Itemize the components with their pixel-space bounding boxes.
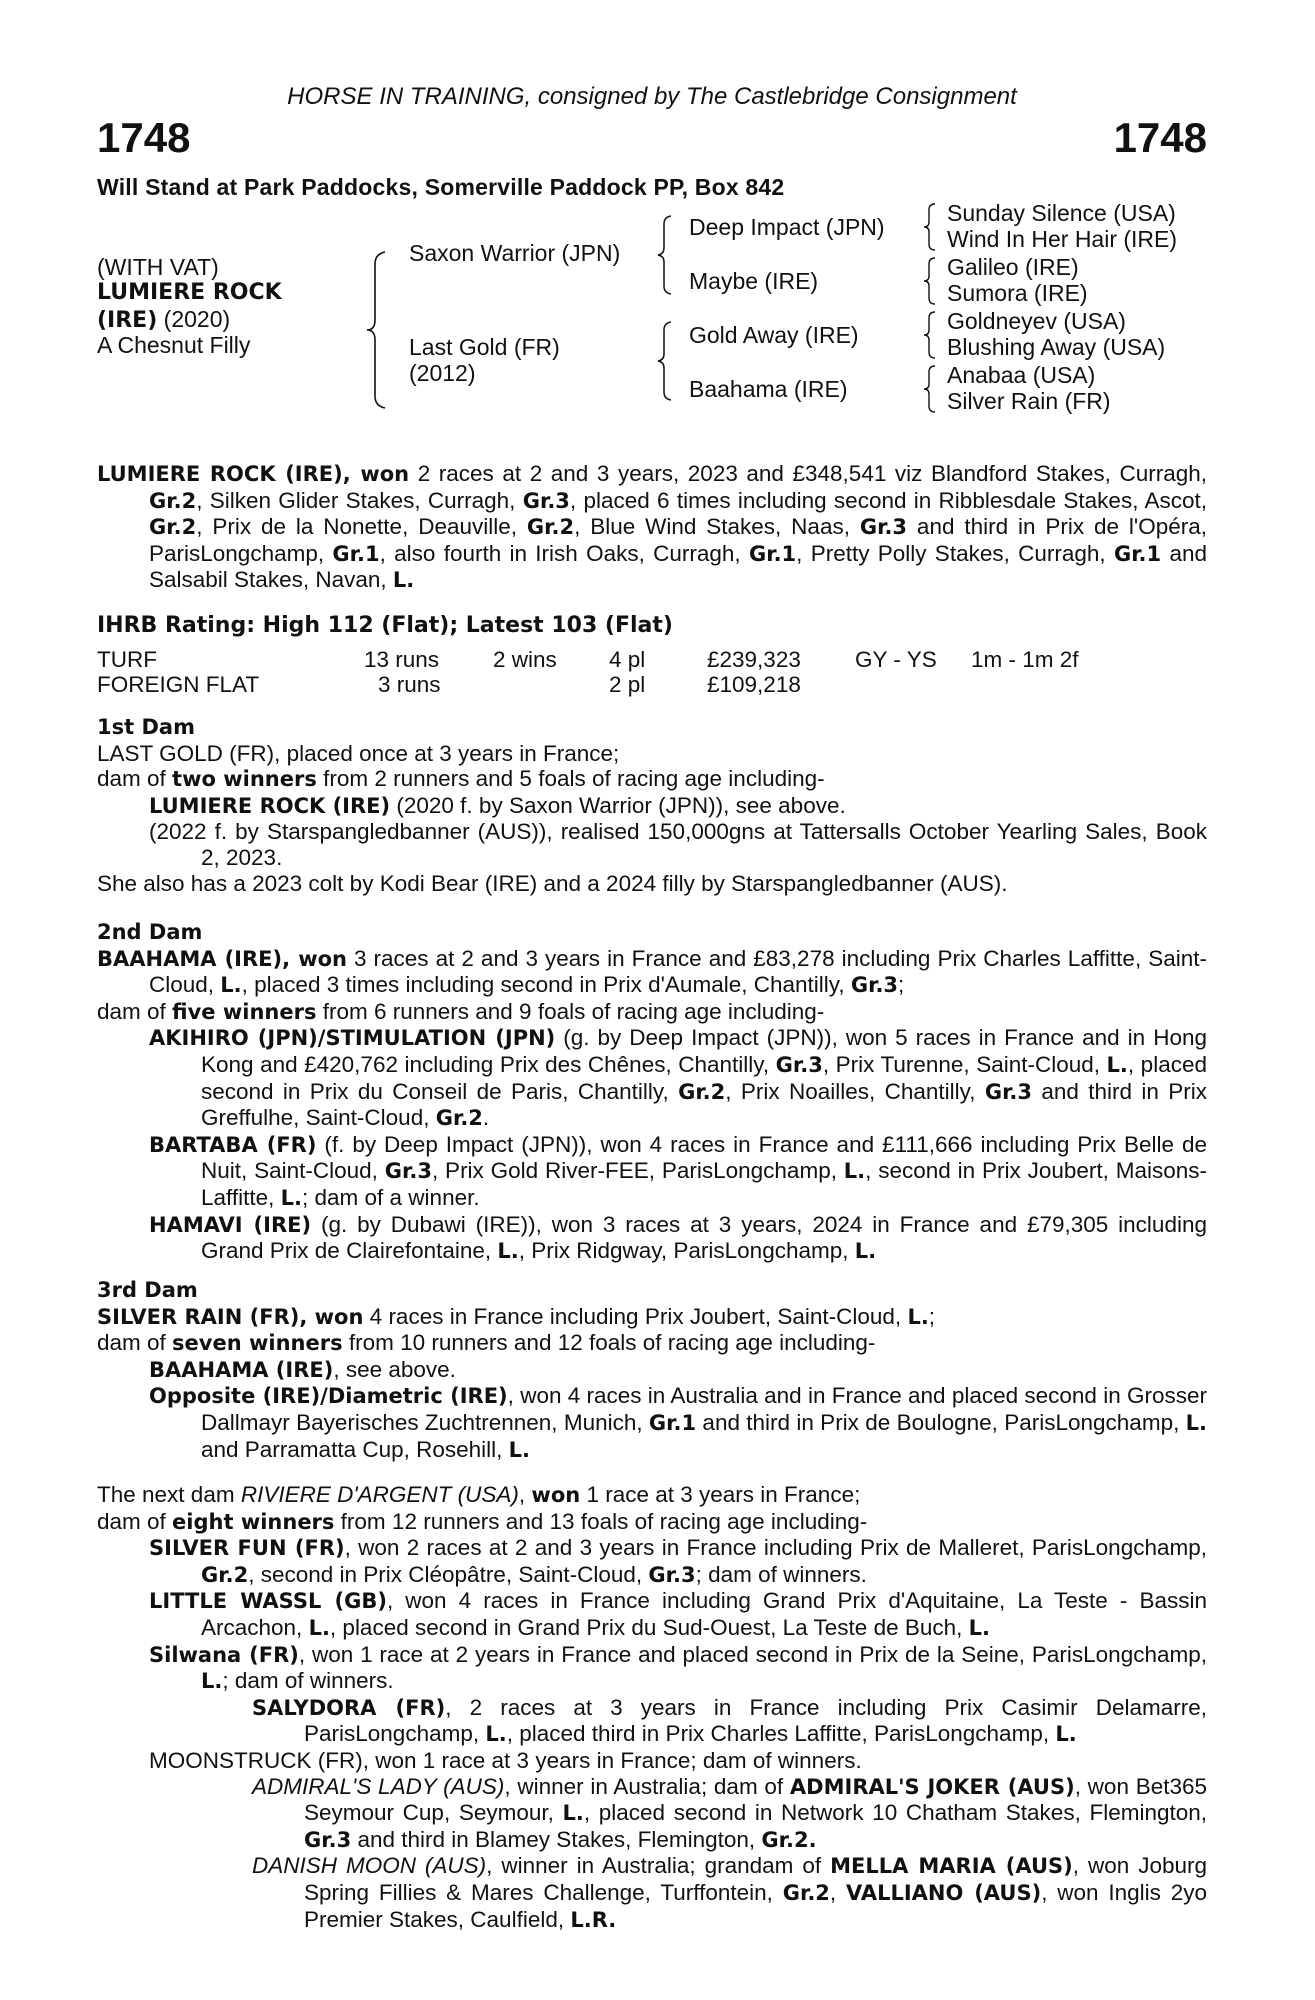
pedigree-brace-g2 — [923, 256, 937, 306]
dam: Last Gold (FR) — [409, 334, 560, 360]
first-dam-heading: 1st Dam — [97, 715, 195, 739]
second-dam-section: 2nd Dam BAAHAMA (IRE), won 3 races at 2 and 3 years in France and £83,278 including Prix Charles Laffitte, Saint-Cloud, L., placed 3 times including second in Prix d'Aumale, Chantilly, Gr.3; dam of five winners from 6 runners and 9 foals of racing age including- AKIHIRO (JPN)/STIMULATION (JPN) (g. by Deep Impact (JPN)), won 5 races in France and in Hong Kong and £420,762 including Prix des Chênes, Chantilly, Gr.3, Prix Turenne, Saint-Cloud, L., placed second in Prix du Conseil de Paris, Chantilly, Gr.2, Prix Noailles, Chantilly, Gr.3 and third in Prix Greffulhe, Saint-Cloud, Gr.2. BARTABA (FR) (f. by Deep Impact (JPN)), won 4 races in France and £111,666 including Prix Belle de Nuit, Saint-Cloud, Gr.3, Prix Gold River-FEE, ParisLongchamp, L., second in Prix Joubert, Maisons-Laffitte, L.; dam of a winner. HAMAVI (IRE) (g. by Dubawi (IRE)), won 3 races at 3 years, 2024 in France and £79,305 including Grand Prix de Clairefontaine, L., Prix Ridgway, ParisLongchamp, L. — [97, 920, 1208, 1264]
pedigree-brace-sire — [657, 214, 673, 296]
progeny-little-wassl: LITTLE WASSL (GB) — [149, 1589, 387, 1614]
pedigree-brace-g1 — [923, 202, 937, 252]
horse-name: LUMIERE ROCK — [97, 280, 282, 305]
progeny-opposite: Opposite (IRE)/Diametric (IRE) — [149, 1384, 508, 1409]
rating-row-foreign-pl: 2 pl — [609, 672, 646, 697]
horse-name-suffix-line — [97, 306, 230, 334]
second-dam-heading: 2nd Dam — [97, 920, 203, 944]
sire-dam-dam: Sumora (IRE) — [947, 280, 1088, 306]
dam-dam: Baahama (IRE) — [689, 376, 848, 402]
dam-dam-dam: Silver Rain (FR) — [947, 388, 1111, 414]
pedigree-brace-dam — [657, 320, 673, 402]
sire-dam-sire: Galileo (IRE) — [947, 254, 1079, 280]
rating-row-turf-amount: £239,323 — [707, 647, 801, 672]
first-dam-line: LAST GOLD (FR), placed once at 3 years in France; — [97, 740, 620, 766]
rating-row-foreign-amount: £109,218 — [707, 672, 801, 697]
rating-title — [97, 613, 1207, 639]
fourth-dam-section: The next dam RIVIERE D'ARGENT (USA), won 1 race at 3 years in France; dam of eight winners from 12 runners and 13 foals of racing age including- SILVER FUN (FR), won 2 races at 2 and 3 years in France including Prix de Malleret, ParisLongchamp, Gr.2, second in Prix Cléopâtre, Saint-Cloud, Gr.3; dam of winners. LITTLE WASSL (GB), won 4 races in France including Grand Prix d'Aquitaine, La Teste - Bassin Arcachon, L., placed second in Grand Prix du Sud-Ouest, La Teste de Buch, L. Silwana (FR), won 1 race at 2 years in France and placed second in Prix de la Seine, ParisLongchamp, L.; dam of winners. SALYDORA (FR), 2 races at 3 years in France including Prix Casimir Delamarre, ParisLongchamp, L., placed third in Prix Charles Laffitte, ParisLongchamp, L. MOONSTRUCK (FR), won 1 race at 3 years in France; dam of winners. ADMIRAL'S LADY (AUS), winner in Australia; dam of ADMIRAL'S JOKER (AUS), won Bet365 Seymour Cup, Seymour, L., placed second in Network 10 Chatham Stakes, Flemington, Gr.3 and third in Blamey Stakes, Flemington, Gr.2. DANISH MOON (AUS), winner in Australia; grandam of MELLA MARIA (AUS), won Joburg Spring Fillies & Mares Challenge, Turffontein, Gr.2, VALLIANO (AUS), won Inglis 2yo Premier Stakes, Caulfield, L.R. — [97, 1482, 1208, 1932]
lot-number-left: 1748 — [97, 114, 191, 161]
horse-description: A Chesnut Filly — [97, 332, 251, 358]
stand-location: Will Stand at Park Paddocks, Somerville Paddock PP, Box 842 — [97, 174, 785, 200]
rating-row-turf-label: TURF — [97, 647, 157, 672]
progeny-salydora: SALYDORA (FR) — [252, 1695, 446, 1720]
vat-label: (WITH VAT) — [97, 254, 219, 280]
first-dam-section: 1st Dam LAST GOLD (FR), placed once at 3 years in France; dam of two winners from 2 runners and 5 foals of racing age including- LUMIERE ROCK (IRE) (2020 f. by Saxon Warrior (JPN)), see above. (2022 f. by Starspangledbanner (AUS)), realised 150,000gns at Tattersalls October Yearling Sales, Book 2, 2023. She also has a 2023 colt by Kodi Bear (IRE) and a 2024 filly by Starspangledbanner (AUS). — [97, 715, 1207, 896]
dam-sire-dam: Blushing Away (USA) — [947, 334, 1166, 360]
first-dam-progeny-2: (2022 f. by Starspangledbanner (AUS)), realised 150,000gns at Tattersalls October Yearling Sales, Book 2, 2023. — [149, 819, 1207, 870]
progeny-danish-moon: DANISH MOON (AUS) — [252, 1853, 487, 1879]
ihrb-rating: IHRB Rating: High 112 (Flat); Latest 103 (Flat) — [97, 613, 673, 638]
dam-sire-sire: Goldneyev (USA) — [947, 308, 1126, 334]
sire-dam: Maybe (IRE) — [689, 268, 819, 294]
rating-row-foreign-label: FOREIGN FLAT — [97, 672, 260, 697]
rating-row-turf-runs: 13 runs — [364, 647, 440, 672]
consignment-line: HORSE IN TRAINING, consigned by The Castlebridge Consignment — [287, 83, 1017, 110]
rating-row-turf-pl: 4 pl — [609, 647, 646, 672]
third-dam-heading: 3rd Dam — [97, 1278, 198, 1302]
lot-number-right: 1748 — [1113, 114, 1207, 161]
sire-sire-sire: Sunday Silence (USA) — [947, 200, 1176, 226]
first-dam-progeny-1: LUMIERE ROCK (IRE) — [149, 793, 391, 818]
progeny-hamavi: HAMAVI (IRE) — [149, 1212, 312, 1237]
dam-dam-sire: Anabaa (USA) — [947, 362, 1096, 388]
progeny-admirals-lady: ADMIRAL'S LADY (AUS) — [252, 1773, 505, 1799]
first-dam-also: She also has a 2023 colt by Kodi Bear (IRE) and a 2024 filly by Starspangledbanner (AUS). — [97, 870, 1008, 896]
horse-country: (IRE) — [97, 308, 158, 333]
pedigree-table — [97, 202, 1207, 427]
dam-sire: Gold Away (IRE) — [689, 322, 859, 348]
pedigree-brace-g4 — [923, 364, 937, 414]
progeny-akihiro: AKIHIRO (JPN)/STIMULATION (JPN) — [149, 1026, 556, 1051]
rating-row-turf-dist: 1m - 1m 2f — [971, 647, 1079, 672]
sire: Saxon Warrior (JPN) — [409, 240, 621, 266]
dam-year: (2012) — [409, 360, 476, 386]
horse-year: (2020) — [157, 306, 231, 332]
pedigree-brace-g3 — [923, 310, 937, 360]
progeny-silver-fun: SILVER FUN (FR) — [149, 1536, 345, 1561]
summary-won: won — [360, 462, 410, 486]
rating-row-turf-going: GY - YS — [855, 647, 937, 672]
progeny-moonstruck: MOONSTRUCK (FR), won 1 race at 3 years in France; dam of winners. — [149, 1747, 862, 1773]
race-summary: LUMIERE ROCK (IRE), won 2 races at 2 and 3 years, 2023 and £348,541 viz Blandford Stakes, Curragh, Gr.2, Silken Glider Stakes, Curragh, Gr.3, placed 6 times including second in Ribblesdale Stakes, Ascot, Gr.2, Prix de la Nonette, Deauville, Gr.2, Blue Wind Stakes, Naas, Gr.3 and third in Prix de l'Opéra, ParisLongchamp, Gr.1, also fourth in Irish Oaks, Curragh, Gr.1, Pretty Polly Stakes, Curragh, Gr.1 and Salsabil Stakes, Navan, L. — [97, 461, 1208, 593]
rating-row-turf-wins: 2 wins — [493, 647, 557, 672]
sire-sire-dam: Wind In Her Hair (IRE) — [947, 226, 1178, 252]
pedigree-brace-main — [365, 250, 387, 410]
progeny-silwana: Silwana (FR) — [149, 1642, 299, 1667]
third-dam-section: 3rd Dam SILVER RAIN (FR), won 4 races in France including Prix Joubert, Saint-Cloud, L.; dam of seven winners from 10 runners and 12 foals of racing age including- BAAHAMA (IRE), see above. Opposite (IRE)/Diametric (IRE), won 4 races in Australia and in France and placed second in Grosser Dallmayr Bayerisches Zuchtrennen, Munich, Gr.1 and third in Prix de Boulogne, ParisLongchamp, L. and Parramatta Cup, Rosehill, L. — [97, 1278, 1207, 1462]
progeny-bartaba: BARTABA (FR) — [149, 1132, 317, 1157]
rating-row-foreign-runs: 3 runs — [378, 672, 441, 697]
sire-sire: Deep Impact (JPN) — [689, 214, 885, 240]
summary-horse-name: LUMIERE ROCK (IRE) — [97, 462, 343, 486]
